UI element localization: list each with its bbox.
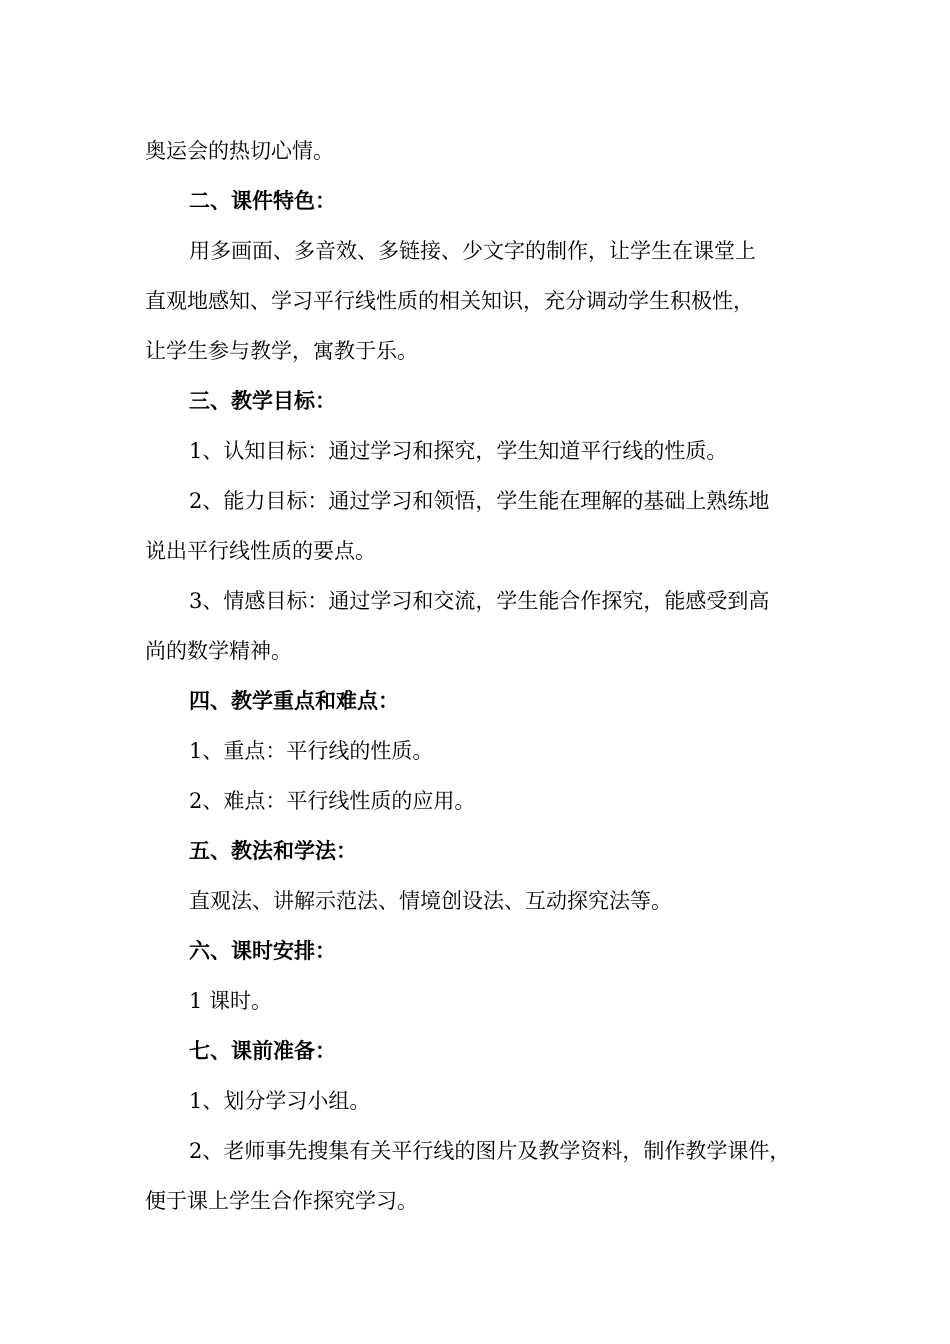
text-line-20: 1、划分学习小组。 — [189, 1089, 371, 1113]
document-page — [145, 126, 825, 1226]
section-heading-schedule: 六、课时安排： — [189, 938, 336, 963]
text-line-9: 说出平行线性质的要点。 — [145, 539, 376, 563]
text-line-5: 让学生参与教学，寓教于乐。 — [145, 339, 418, 363]
text-line-21: 2、老师事先搜集有关平行线的图片及教学资料，制作教学课件， — [189, 1139, 791, 1163]
text-line-8: 2、能力目标：通过学习和领悟，学生能在理解的基础上熟练地 — [189, 489, 770, 513]
text-line-14: 2、难点：平行线性质的应用。 — [189, 789, 476, 813]
section-heading-key-points: 四、教学重点和难点： — [189, 688, 399, 713]
section-heading-preparation: 七、课前准备： — [189, 1038, 336, 1063]
text-line-1: 奥运会的热切心情。 — [145, 139, 334, 163]
text-line-7: 1、认知目标：通过学习和探究，学生知道平行线的性质。 — [189, 439, 728, 463]
text-line-13: 1、重点：平行线的性质。 — [189, 739, 434, 763]
text-line-11: 尚的数学精神。 — [145, 639, 292, 663]
section-heading-teaching-goals: 三、教学目标： — [189, 388, 336, 413]
text-line-3: 用多画面、多音效、多链接、少文字的制作，让学生在课堂上 — [189, 239, 756, 263]
text-line-18: 1 课时。 — [189, 989, 273, 1013]
section-heading-course-features: 二、课件特色： — [189, 188, 336, 213]
text-line-4: 直观地感知、学习平行线性质的相关知识，充分调动学生积极性， — [145, 289, 754, 313]
text-line-16: 直观法、讲解示范法、情境创设法、互动探究法等。 — [189, 889, 672, 913]
text-line-10: 3、情感目标：通过学习和交流，学生能合作探究，能感受到高 — [189, 589, 770, 613]
text-line-22: 便于课上学生合作探究学习。 — [145, 1189, 418, 1213]
section-heading-methods: 五、教法和学法： — [189, 838, 357, 863]
